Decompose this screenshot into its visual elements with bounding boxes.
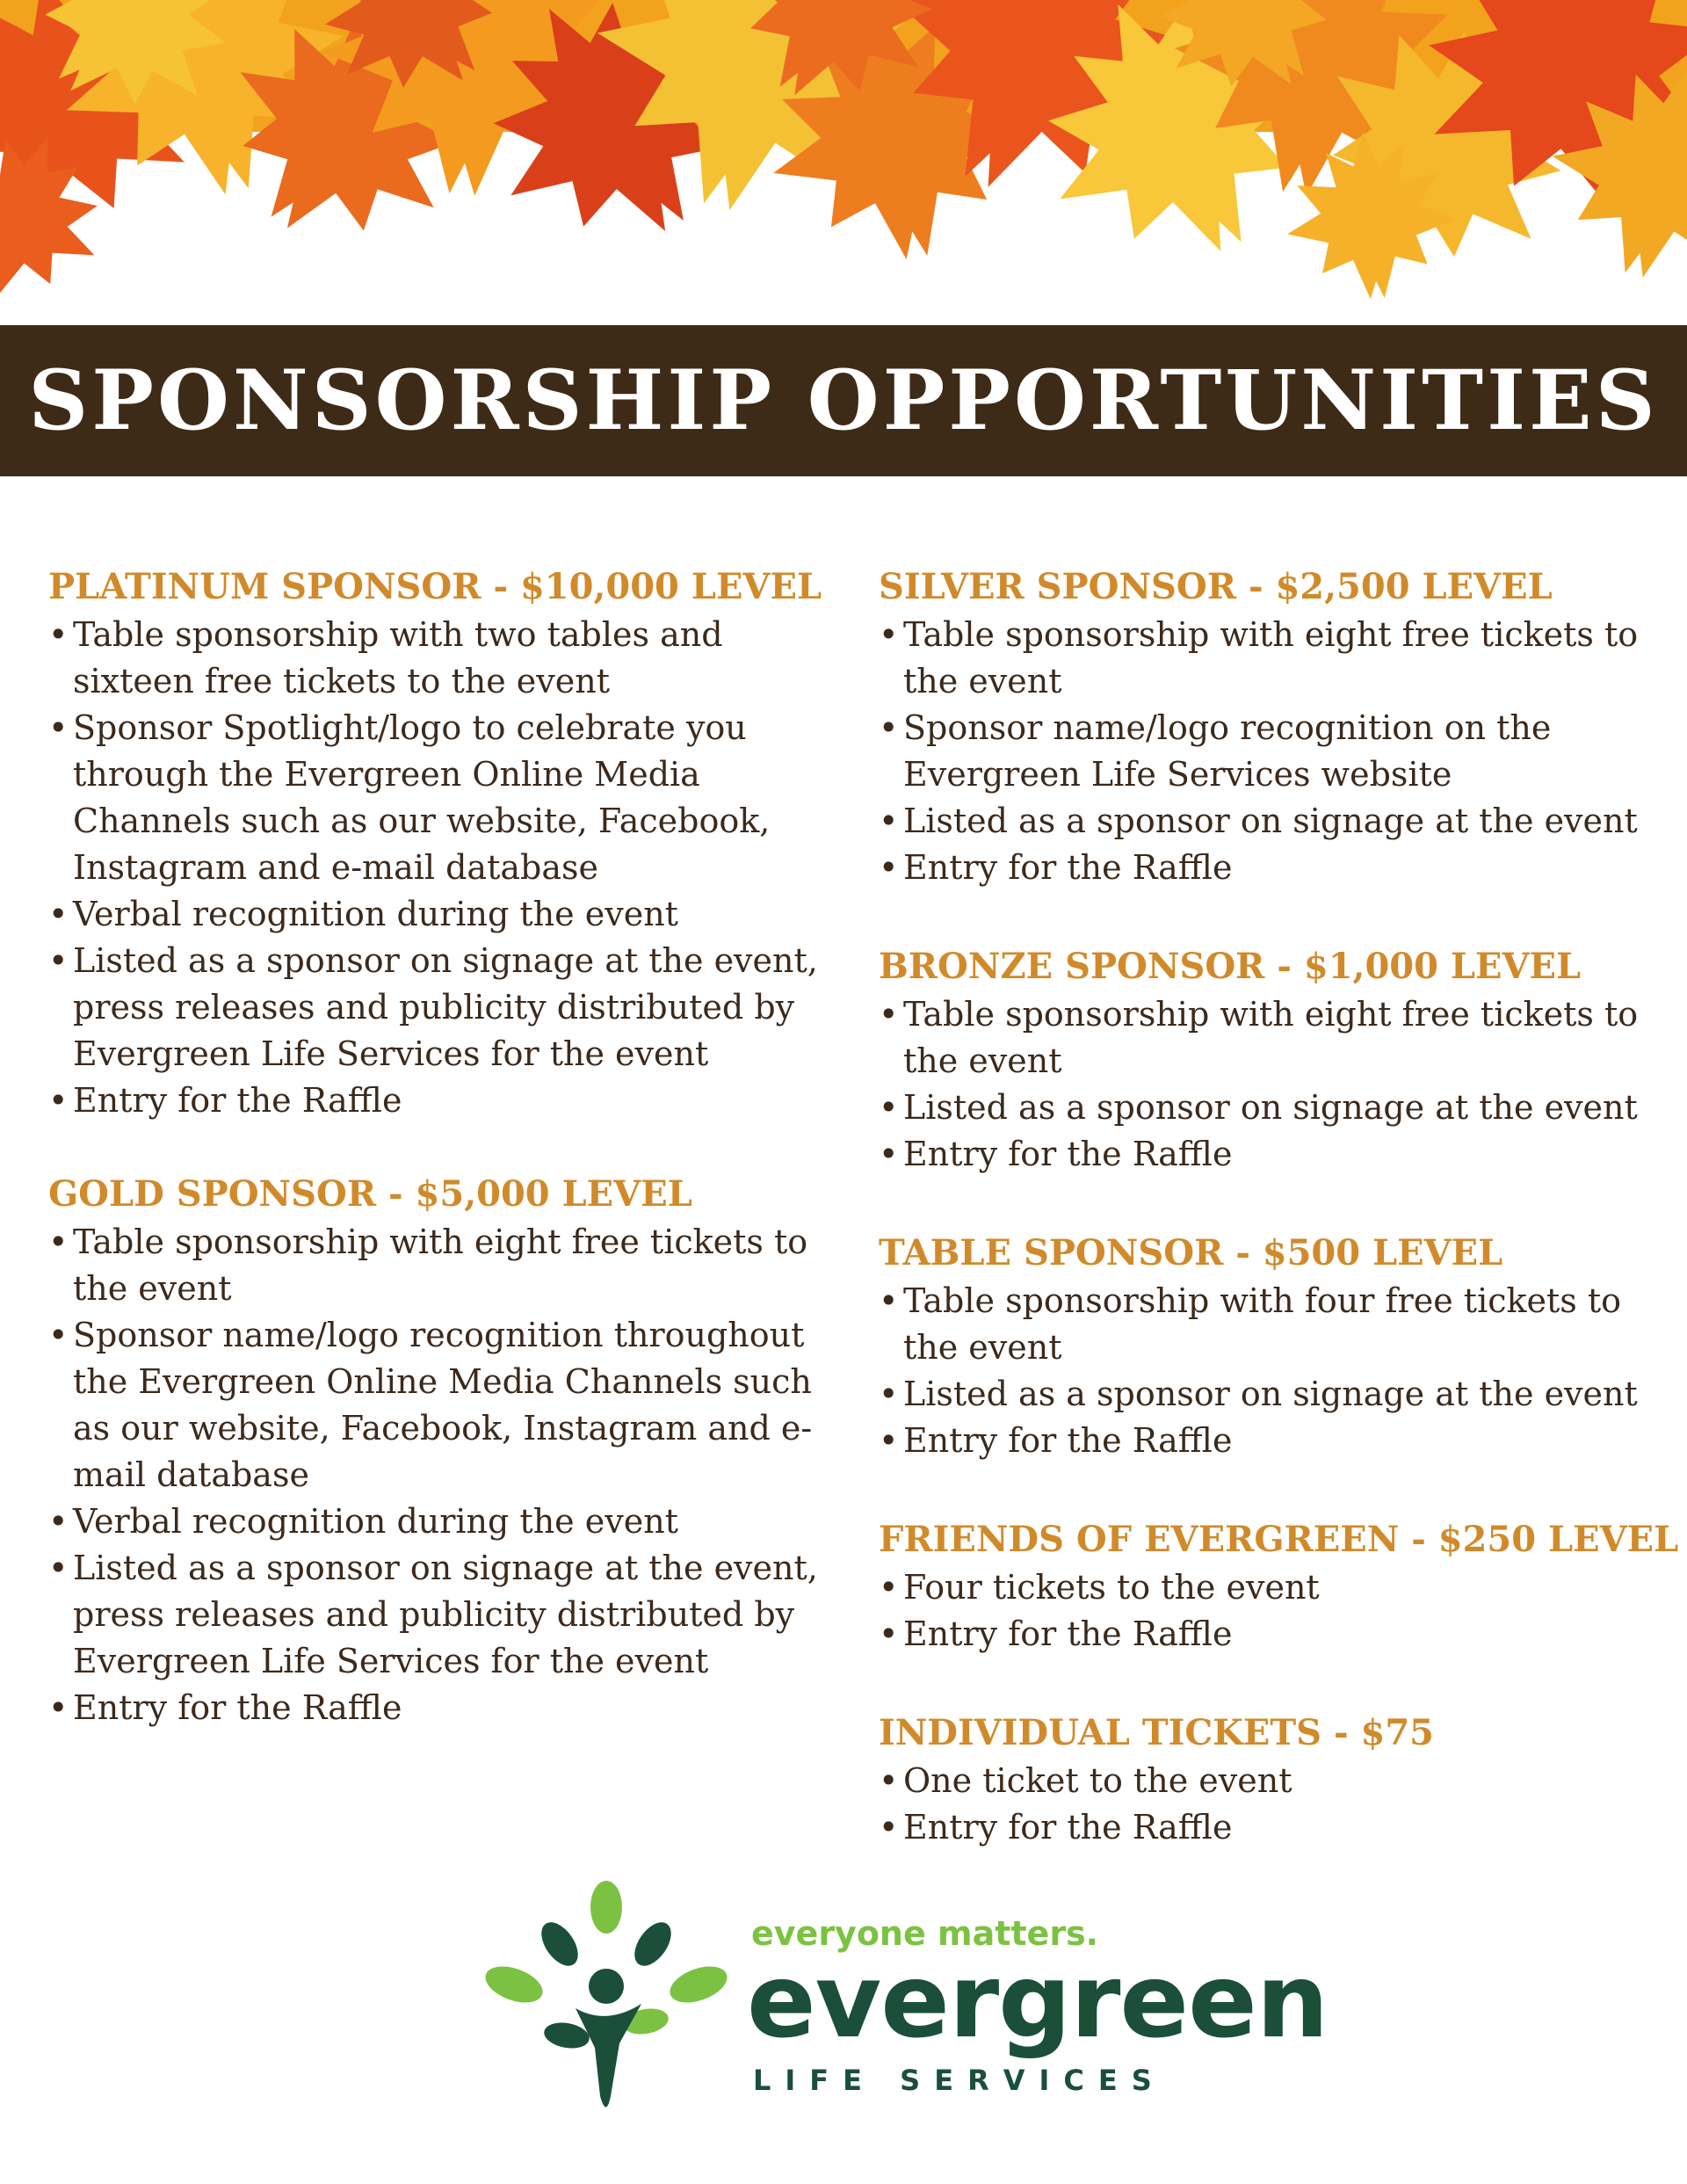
bullet-icon: • — [879, 1614, 899, 1653]
bullet-icon: • — [48, 1549, 69, 1587]
benefit-text: Verbal recognition during the event — [73, 895, 678, 933]
benefit-text: Listed as a sponsor on signage at the event — [903, 802, 1638, 840]
benefit-text: Sponsor Spotlight/logo to celebrate you through the Evergreen Online Media Channels such as our website, Facebook, Instagram and e-mail database — [73, 708, 771, 887]
bullet-icon: • — [48, 941, 69, 980]
benefit-text: Table sponsorship with four free tickets to the event — [903, 1281, 1622, 1367]
benefit-list — [879, 1278, 1652, 1464]
benefit-list — [48, 1219, 839, 1731]
sponsor-level-heading: FRIENDS OF EVERGREEN - $250 LEVEL — [879, 1519, 1679, 1560]
logo-name: evergreen — [747, 1942, 1329, 2061]
tree-person-emblem-icon — [479, 1881, 734, 2144]
benefit-text: Sponsor name/logo recognition on the Evergreen Life Services website — [903, 708, 1552, 794]
benefit-text: One ticket to the event — [903, 1761, 1292, 1800]
benefit-item — [48, 1685, 839, 1731]
benefit-list — [879, 991, 1652, 1178]
benefit-item — [48, 705, 839, 891]
bullet-icon: • — [879, 1568, 899, 1607]
bullet-icon: • — [879, 995, 899, 1034]
bullet-icon: • — [48, 1688, 69, 1727]
benefit-item — [879, 1418, 1652, 1464]
benefit-item — [879, 798, 1652, 845]
benefit-item — [879, 1278, 1652, 1371]
bullet-icon: • — [879, 1135, 899, 1173]
logo-tagline: everyone matters. — [751, 1914, 1099, 1953]
bullet-icon: • — [879, 802, 899, 840]
benefit-item — [879, 991, 1652, 1085]
bullet-icon: • — [48, 615, 69, 654]
bullet-icon: • — [48, 895, 69, 933]
autumn-leaves-decoration — [0, 0, 1687, 325]
sponsor-level-heading: TABLE SPONSOR - $500 LEVEL — [879, 1232, 1503, 1273]
bullet-icon: • — [879, 1761, 899, 1800]
sponsor-level-heading: GOLD SPONSOR - $5,000 LEVEL — [48, 1173, 692, 1215]
bullet-icon: • — [879, 708, 899, 747]
benefit-item — [879, 1758, 1652, 1804]
bullet-icon: • — [879, 615, 899, 654]
benefit-item — [48, 1312, 839, 1498]
benefit-item — [879, 1804, 1652, 1851]
benefit-list — [879, 1758, 1652, 1851]
benefit-text: Entry for the Raffle — [903, 1614, 1233, 1653]
sponsor-level — [48, 1170, 839, 1731]
sponsor-level-heading: SILVER SPONSOR - $2,500 LEVEL — [879, 566, 1553, 607]
benefit-item — [48, 1498, 839, 1545]
benefit-text: Four tickets to the event — [903, 1568, 1320, 1607]
bullet-icon: • — [879, 848, 899, 887]
bullet-icon: • — [48, 1316, 69, 1354]
benefit-item — [879, 845, 1652, 891]
sponsor-level — [48, 562, 839, 1124]
benefit-item — [879, 612, 1652, 705]
benefit-item — [879, 1131, 1652, 1178]
left-column — [48, 562, 839, 1777]
benefit-item — [48, 1219, 839, 1312]
sponsor-level — [879, 942, 1652, 1178]
benefit-list — [879, 612, 1652, 891]
bullet-icon: • — [48, 1223, 69, 1261]
evergreen-logo — [479, 1881, 1329, 2144]
benefit-list — [48, 612, 839, 1124]
benefit-item — [879, 1371, 1652, 1418]
bullet-icon: • — [879, 1375, 899, 1413]
sponsor-level-heading: INDIVIDUAL TICKETS - $75 — [879, 1712, 1435, 1753]
benefit-text: Listed as a sponsor on signage at the event — [903, 1088, 1638, 1127]
benefit-text: Table sponsorship with eight free tickets to the event — [903, 615, 1639, 700]
sponsor-level — [879, 1515, 1679, 1658]
benefit-item — [879, 1085, 1652, 1131]
benefit-list — [879, 1564, 1652, 1658]
title-banner — [0, 325, 1687, 476]
benefit-item — [48, 1077, 839, 1124]
benefit-text: Sponsor name/logo recognition throughout the Evergreen Online Media Channels such as our website, Facebook, Instagram and e-mail database — [73, 1316, 813, 1494]
bullet-icon: • — [879, 1281, 899, 1320]
benefit-item — [879, 1564, 1652, 1611]
benefit-text: Listed as a sponsor on signage at the event, press releases and publicity distributed by Evergreen Life Services for the event — [73, 941, 818, 1073]
bullet-icon: • — [879, 1421, 899, 1460]
benefit-text: Entry for the Raffle — [73, 1081, 402, 1120]
benefit-text: Entry for the Raffle — [903, 1421, 1233, 1460]
bullet-icon: • — [48, 1502, 69, 1541]
bullet-icon: • — [879, 1808, 899, 1847]
benefit-text: Verbal recognition during the event — [73, 1502, 678, 1541]
benefit-text: Listed as a sponsor on signage at the event, press releases and publicity distributed by Evergreen Life Services for the event — [73, 1549, 818, 1680]
benefit-item — [879, 705, 1652, 798]
benefit-item — [48, 612, 839, 705]
bullet-icon: • — [48, 1081, 69, 1120]
sponsor-level — [879, 562, 1652, 891]
benefit-text: Entry for the Raffle — [903, 1135, 1233, 1173]
benefit-text: Entry for the Raffle — [903, 1808, 1233, 1847]
right-column — [879, 562, 1679, 1902]
benefit-item — [879, 1611, 1652, 1658]
page-title: SPONSORSHIP OPPORTUNITIES — [28, 352, 1659, 449]
sponsor-level-heading: BRONZE SPONSOR - $1,000 LEVEL — [879, 946, 1582, 987]
benefit-text: Listed as a sponsor on signage at the event — [903, 1375, 1638, 1413]
benefit-item — [48, 891, 839, 938]
benefit-item — [48, 938, 839, 1077]
logo-subtitle: LIFE SERVICES — [753, 2064, 1166, 2097]
sponsor-level — [879, 1709, 1652, 1851]
benefit-text: Entry for the Raffle — [73, 1688, 402, 1727]
benefit-text: Table sponsorship with eight free tickets to the event — [903, 995, 1639, 1080]
sponsor-level-heading: PLATINUM SPONSOR - $10,000 LEVEL — [48, 566, 822, 607]
benefit-item — [48, 1545, 839, 1685]
bullet-icon: • — [48, 708, 69, 747]
bullet-icon: • — [879, 1088, 899, 1127]
sponsor-level — [879, 1229, 1652, 1464]
benefit-text: Table sponsorship with eight free tickets to the event — [73, 1223, 808, 1308]
benefit-text: Entry for the Raffle — [903, 848, 1233, 887]
benefit-text: Table sponsorship with two tables and sixteen free tickets to the event — [73, 615, 723, 700]
